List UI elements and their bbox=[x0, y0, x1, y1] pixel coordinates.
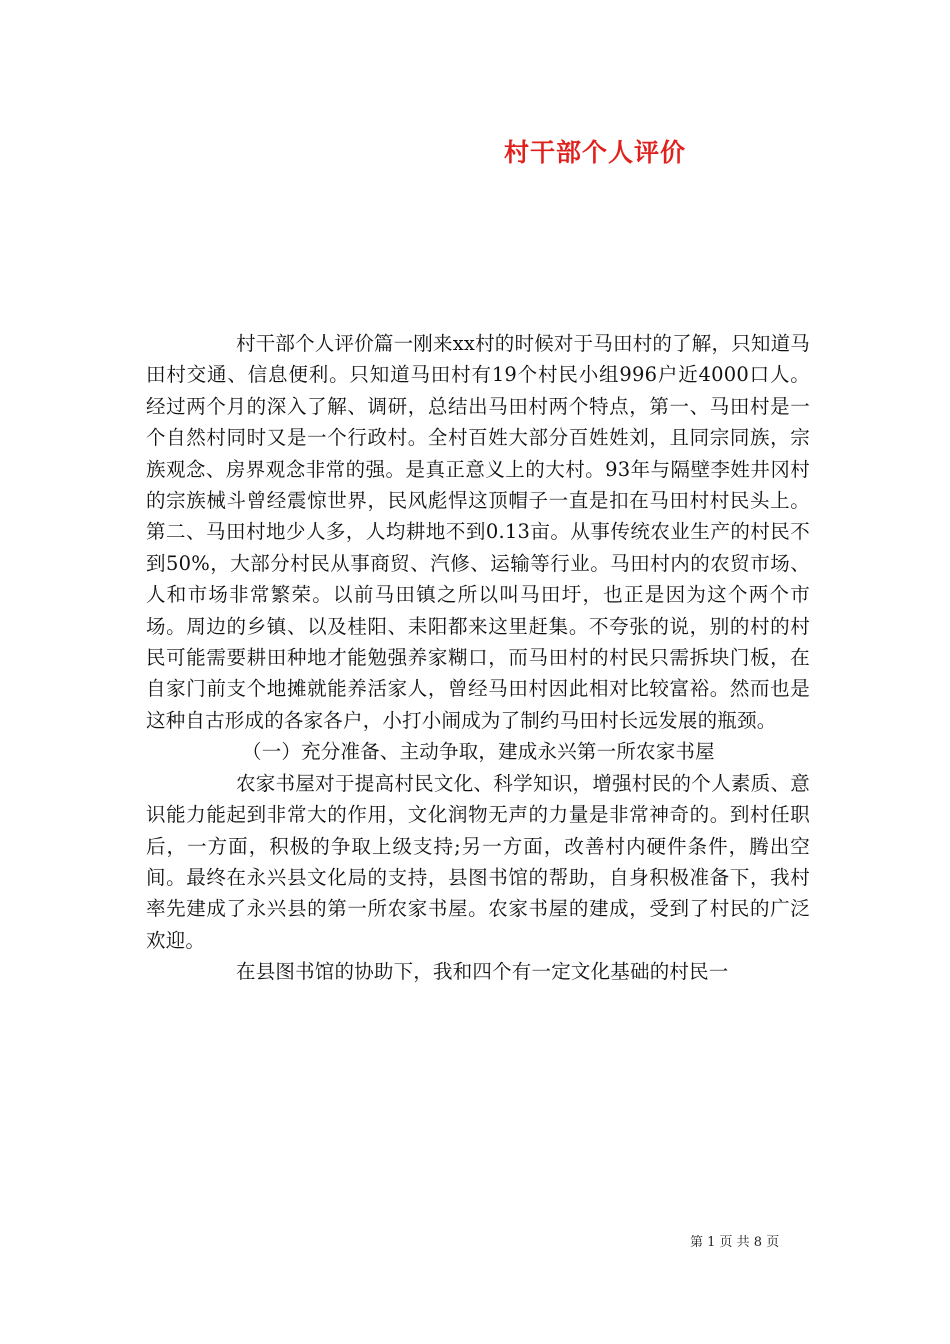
paragraph-continued: 在县图书馆的协助下，我和四个有一定文化基础的村民一 bbox=[236, 960, 729, 984]
paragraph-library: 农家书屋对于提高村民文化、科学知识，增强村民的个人素质、意识能力能起到非常大的作用，文化润物无声的力量是非常神奇的。到村任职后，一方面，积极的争取上级支持;另一方面，改善村内硬件条件，腾出空间。最终在永兴县文化局的支持，县图书馆的帮助，自身积极准备下，我村率先建成了永兴县的第一所农家书屋。农家书屋的建成，受到了村民的广泛欢迎。 bbox=[146, 771, 810, 952]
document-title: 村干部个人评价 bbox=[503, 138, 686, 167]
document-body bbox=[146, 328, 810, 988]
page-footer: 第 1 页 共 8 页 bbox=[690, 1235, 780, 1250]
paragraph-intro: 村干部个人评价篇一刚来xx村的时候对于马田村的了解，只知道马田村交通、信息便利。只知道马田村有19个村民小组996户近4000口人。经过两个月的深入了解、调研，总结出马田村两个特点，第一、马田村是一个自然村同时又是一个行政村。全村百姓大部分百姓姓刘，且同宗同族，宗族观念、房界观念非常的强。是真正意义上的大村。93年与隔壁李姓井冈村的宗族械斗曾经震惊世界，民风彪悍这顶帽子一直是扣在马田村村民头上。第二、马田村地少人多，人均耕地不到0.13亩。从事传统农业生产的村民不到50%，大部分村民从事商贸、汽修、运输等行业。马田村内的农贸市场、人和市场非常繁荣。以前马田镇之所以叫马田圩，也正是因为这个两个市场。周边的乡镇、以及桂阳、耒阳都来这里赶集。不夸张的说，别的村的村民可能需要耕田种地才能勉强养家糊口，而马田村的村民只需拆块门板，在自家门前支个地摊就能养活家人，曾经马田村因此相对比较富裕。然而也是这种自古形成的各家各户，小打小闹成为了制约马田村长远发展的瓶颈。 bbox=[146, 332, 810, 732]
section-heading-1: （一）充分准备、主动争取，建成永兴第一所农家书屋 bbox=[242, 740, 715, 764]
